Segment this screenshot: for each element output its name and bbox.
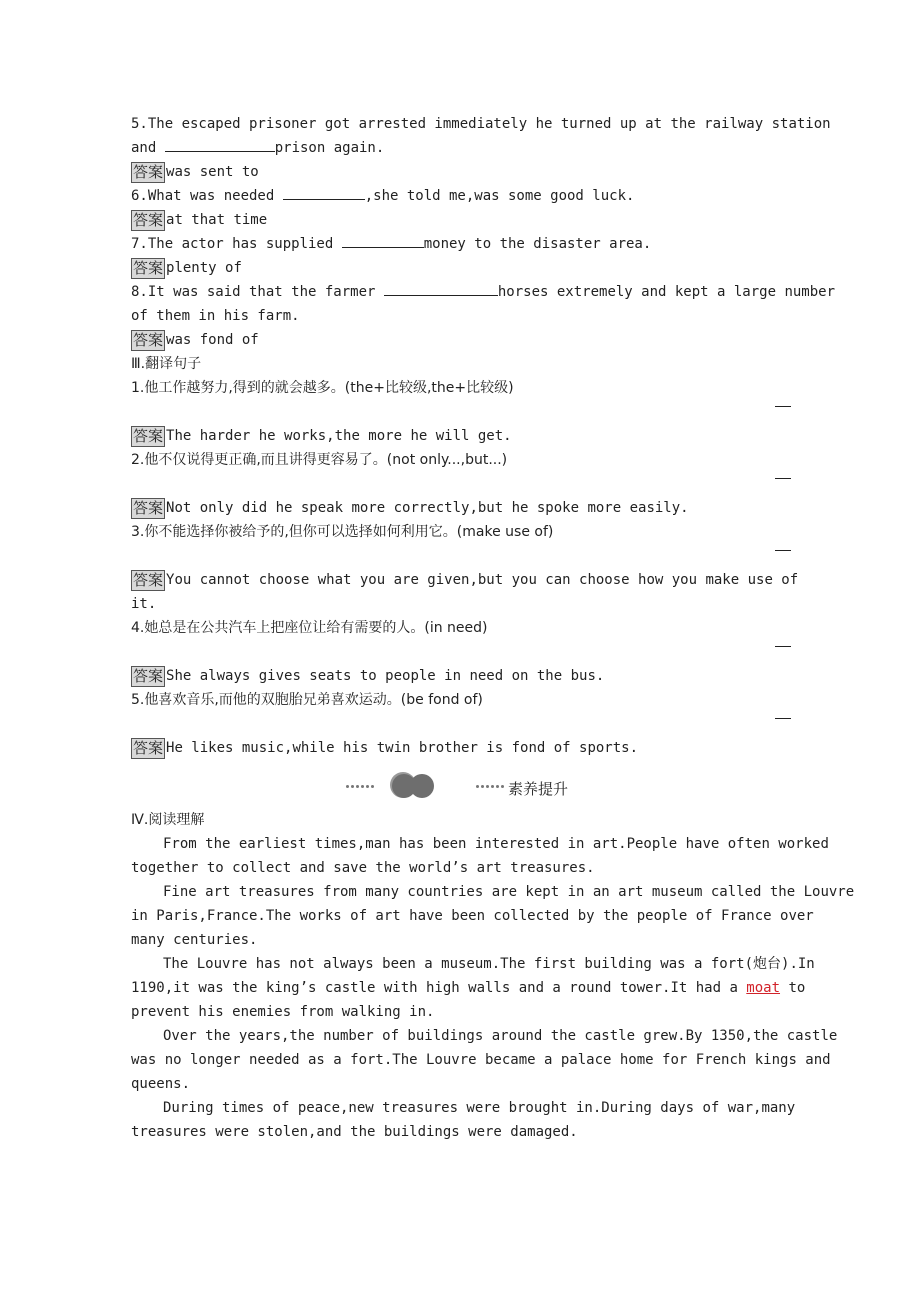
answer-tag: 答案 — [133, 330, 164, 349]
answer-text: was sent to — [166, 164, 259, 180]
answer-line — [131, 208, 791, 232]
answer-continuation: it. — [131, 596, 157, 612]
passage-line: in Paris,France.The works of art have been collected by the people of France over — [131, 908, 814, 924]
answer-line — [131, 256, 791, 280]
passage-line: From the earliest times,man has been interested in art.People have often worked — [163, 836, 829, 852]
passage-line: Fine art treasures from many countries are kept in an art museum called the Louvre — [163, 884, 855, 900]
section-3-title: Ⅲ.翻译句子 — [131, 356, 202, 372]
passage-line: was no longer needed as a fort.The Louvre became a palace home for French kings and — [131, 1052, 831, 1068]
answer-text: plenty of — [166, 260, 242, 276]
q6-text-b: ,she told me,was some good luck. — [364, 188, 635, 204]
q8-text-b: horses extremely and kept a large number — [497, 284, 836, 300]
answer-text: Not only did he speak more correctly,but he spoke more easily. — [166, 500, 689, 516]
passage-line: many centuries. — [131, 932, 258, 948]
passage-line — [131, 976, 806, 1000]
section-banner-title: 素养提升 — [508, 780, 569, 798]
answer-tag: 答案 — [133, 258, 164, 277]
answer-space — [131, 544, 791, 568]
answer-line — [131, 160, 791, 184]
answer-text: You cannot choose what you are given,but you can choose how you make use of — [166, 572, 799, 588]
answer-tag: 答案 — [133, 498, 164, 517]
answer-tag: 答案 — [133, 570, 164, 589]
passage-line: The Louvre has not always been a museum.The first building was a fort(炮台).In — [163, 956, 815, 972]
passage-line: Over the years,the number of buildings around the castle grew.By 1350,the castle — [163, 1028, 838, 1044]
answer-space — [131, 640, 791, 664]
answer-text: The harder he works,the more he will get. — [166, 428, 512, 444]
answer-text: at that time — [166, 212, 268, 228]
answer-space — [131, 400, 791, 424]
answer-text: was fond of — [166, 332, 259, 348]
dots-left-decoration — [346, 785, 376, 789]
answer-tag: 答案 — [133, 162, 164, 181]
answer-line — [131, 736, 791, 760]
section-4-title: Ⅳ.阅读理解 — [131, 812, 205, 828]
question-5-line-2 — [131, 136, 791, 160]
question-8-line-1 — [131, 280, 836, 304]
answer-text: He likes music,while his twin brother is fond of sports. — [166, 740, 639, 756]
answer-line — [131, 664, 791, 688]
answer-space — [131, 472, 791, 496]
passage-text: to — [780, 980, 806, 996]
section-banner — [346, 770, 586, 806]
answer-text: She always gives seats to people in need on the bus. — [166, 668, 605, 684]
answer-line-mark — [775, 406, 791, 407]
worksheet-page — [131, 112, 855, 1144]
fill-blank — [384, 281, 498, 296]
passage-line: During times of peace,new treasures were brought in.During days of war,many — [163, 1100, 796, 1116]
question-7 — [131, 232, 791, 256]
q7-text-b: money to the disaster area. — [423, 236, 652, 252]
q5-text-b: prison again. — [274, 140, 385, 156]
translation-question-1: 1.他工作越努力,得到的就会越多。(the+比较级,the+比较级) — [131, 380, 514, 396]
fill-blank — [283, 185, 365, 200]
question-8-line-2: of them in his farm. — [131, 308, 300, 324]
answer-tag: 答案 — [133, 426, 164, 445]
passage-line: treasures were stolen,and the buildings were damaged. — [131, 1124, 578, 1140]
passage-text: 1190,it was the king’s castle with high walls and a round tower.It had a — [131, 980, 747, 996]
answer-line-mark — [775, 718, 791, 719]
q6-text-a: 6.What was needed — [131, 188, 283, 204]
q5-text-a: and — [131, 140, 165, 156]
answer-line — [131, 568, 799, 592]
q7-text-a: 7.The actor has supplied — [131, 236, 342, 252]
fill-blank — [165, 137, 275, 152]
question-5-line-1: 5.The escaped prisoner got arrested immediately he turned up at the railway station — [131, 116, 831, 132]
passage-line: queens. — [131, 1076, 191, 1092]
translation-question-3: 3.你不能选择你被给予的,但你可以选择如何利用它。(make use of) — [131, 524, 554, 540]
answer-line-mark — [775, 550, 791, 551]
translation-question-5: 5.他喜欢音乐,而他的双胞胎兄弟喜欢运动。(be fond of) — [131, 692, 483, 708]
answer-tag: 答案 — [133, 666, 164, 685]
answer-tag: 答案 — [133, 210, 164, 229]
fill-blank — [342, 233, 424, 248]
translation-question-4: 4.她总是在公共汽车上把座位让给有需要的人。(in need) — [131, 620, 488, 636]
answer-tag: 答案 — [133, 738, 164, 757]
passage-line: together to collect and save the world’s art treasures. — [131, 860, 595, 876]
answer-line — [131, 496, 791, 520]
answer-line — [131, 328, 791, 352]
answer-line — [131, 424, 791, 448]
circle-icon — [410, 774, 434, 798]
highlighted-word: moat — [746, 980, 781, 996]
answer-space — [131, 712, 791, 736]
question-6 — [131, 184, 791, 208]
q8-text-a: 8.It was said that the farmer — [131, 284, 384, 300]
translation-question-2: 2.他不仅说得更正确,而且讲得更容易了。(not only...,but...) — [131, 452, 508, 468]
answer-line-mark — [775, 478, 791, 479]
answer-line-mark — [775, 646, 791, 647]
passage-line: prevent his enemies from walking in. — [131, 1004, 435, 1020]
dots-right-decoration — [476, 785, 506, 789]
